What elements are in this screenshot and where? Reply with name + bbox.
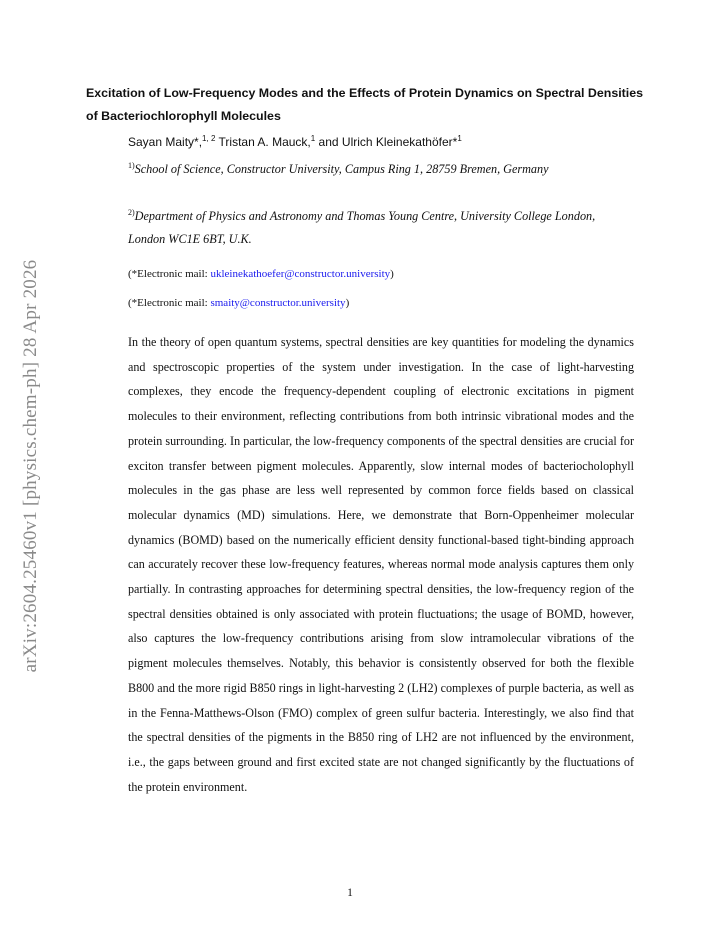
email-suffix: ) — [390, 268, 394, 280]
email-link[interactable]: ukleinekathoefer@constructor.university — [210, 268, 391, 280]
author-marks: * — [452, 135, 458, 149]
affiliation — [128, 205, 598, 251]
affiliation-marker: 1) — [128, 161, 135, 170]
author-affiliation-marker: 1, 2 — [202, 134, 216, 143]
email-prefix: (*Electronic mail: — [128, 297, 211, 309]
author-affiliation-marker: 1 — [310, 134, 316, 143]
author-affiliation-marker: 1 — [457, 134, 462, 143]
affiliation — [128, 158, 598, 181]
author-name: Ulrich Kleinekathöfer — [341, 135, 453, 149]
email-prefix: (*Electronic mail: — [128, 268, 211, 280]
page-number: 1 — [347, 887, 353, 899]
affiliation-text: School of Science, Constructor University, Campus Ring 1, 28759 Bremen, Germany — [134, 162, 549, 176]
corresponding-email — [128, 267, 394, 281]
affiliation-marker: 2) — [128, 208, 135, 217]
email-link[interactable]: smaity@constructor.university — [210, 297, 346, 309]
affiliation-text: Department of Physics and Astronomy and Thomas Young Centre, University College London, London WC1E 6BT, U.K. — [128, 209, 596, 246]
abstract-text: In the theory of open quantum systems, spectral densities are key quantities for modeling the dynamics and spectroscopic properties of the system under investigation. In the case of light-harvesting complexes, they encode the frequency-dependent coupling of electronic excitations in pigment molecules to their environment, reflecting contributions from both intrinsic vibrational modes and the protein surrounding. In particular, the low-frequency components of the spectral densities are crucial for exciton transfer between pigment molecules. Apparently, slow internal modes of bacteriocholophyll molecules in the gas phase are less well represented by common force fields based on classical molecular dynamics (MD) simulations. Here, we demonstrate that Born-Oppenheimer molecular dynamics (BOMD) based on the numerically efficient density functional-based tight-binding approach can accurately recover these low-frequency features, whereas normal mode analysis captures them only partially. In contrasting approaches for determining spectral densities, the low-frequency region of the spectral densities obtained is only associated with protein fluctuations; the usage of BOMD, however, also captures the low-frequency contributions arising from slow intramolecular vibrations of the pigment molecules themselves. Notably, this behavior is consistently observed for both the flexible B800 and the more rigid B850 rings in light-harvesting 2 (LH2) complexes of purple bacteria, as well as in the Fenna-Matthews-Olson (FMO) complex of green sulfur bacteria. Interestingly, we also find that the spectral densities of the pigments in the B850 ring of LH2 are not influenced by the environment, i.e., the gaps between ground and first excited state are not changed significantly by the fluctuations of the protein environment. — [128, 335, 634, 794]
corresponding-email — [128, 296, 349, 310]
author-name: Sayan Maity — [128, 135, 195, 149]
author-name: Tristan A. Mauck, — [218, 135, 311, 149]
email-suffix: ) — [345, 297, 350, 309]
paper-title: Excitation of Low-Frequency Modes and the Effects of Protein Dynamics on Spectral Densities of Bacteriochlorophyll Molecules — [86, 86, 643, 123]
author-marks: *, — [194, 135, 203, 149]
author-separator: and — [315, 135, 342, 149]
arxiv-identifier-stamp: arXiv:2604.25460v1 [physics.chem-ph] 28 Apr 2026 — [20, 259, 41, 673]
author-list — [128, 133, 462, 151]
